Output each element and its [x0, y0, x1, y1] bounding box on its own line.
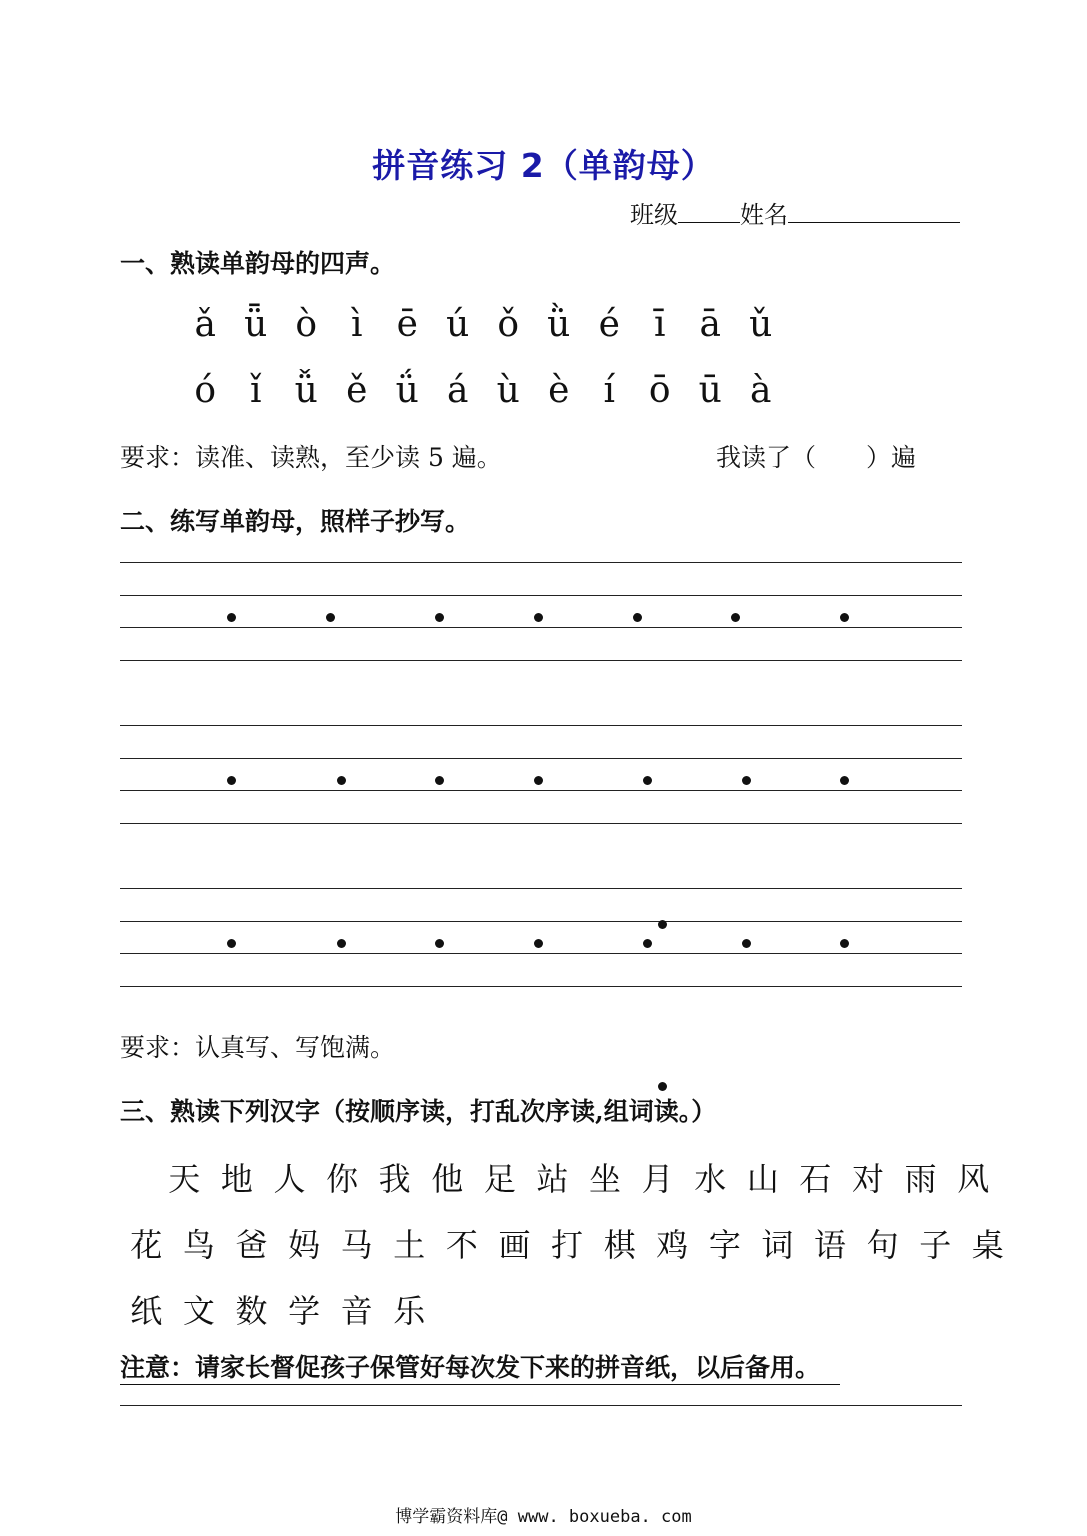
- hanzi-item: 妈: [288, 1226, 321, 1264]
- hanzi-item: 爸: [235, 1226, 268, 1264]
- sample-dot: [840, 613, 849, 622]
- hanzi-item: 地: [220, 1160, 253, 1198]
- sample-dot: [534, 939, 543, 948]
- hanzi-row-3: [120, 1286, 436, 1332]
- hanzi-item: 坐: [589, 1160, 622, 1198]
- sample-dot: [337, 776, 346, 785]
- hanzi-item: 数: [235, 1292, 268, 1330]
- sample-dot: [326, 613, 335, 622]
- footer-watermark: 博学霸资料库@ www. boxueba. com: [395, 1507, 692, 1527]
- pinyin-item: ǎ: [194, 304, 216, 345]
- hanzi-item: 天: [168, 1160, 201, 1198]
- pinyin-item: à: [750, 370, 772, 411]
- writing-line: [120, 725, 962, 726]
- pinyin-item: ǚ: [294, 370, 318, 411]
- hanzi-item: 月: [641, 1160, 674, 1198]
- hanzi-item: 风: [957, 1160, 990, 1198]
- pinyin-item: ǖ: [244, 304, 268, 345]
- sample-dot: [435, 776, 444, 785]
- hanzi-item: 土: [393, 1226, 426, 1264]
- hanzi-row-1: [158, 1154, 1000, 1200]
- writing-line: [120, 562, 962, 563]
- pinyin-item: ì: [350, 304, 363, 345]
- hanzi-item: 雨: [904, 1160, 937, 1198]
- hanzi-item: 棋: [603, 1226, 636, 1264]
- hanzi-row-2: [120, 1220, 1014, 1266]
- hanzi-item: 词: [761, 1226, 794, 1264]
- hanzi-item: 学: [288, 1292, 321, 1330]
- hanzi-item: 纸: [130, 1292, 163, 1330]
- hanzi-item: 乐: [393, 1292, 426, 1330]
- hanzi-item: 我: [378, 1160, 411, 1198]
- writing-line: [120, 758, 962, 759]
- sample-dot: [337, 939, 346, 948]
- pinyin-item: á: [447, 370, 469, 411]
- page-title: 拼音练习 2（单韵母）: [372, 146, 715, 185]
- sample-dot: [435, 939, 444, 948]
- pinyin-item: ě: [346, 370, 368, 411]
- pinyin-item: ē: [396, 304, 418, 345]
- hanzi-item: 鸡: [656, 1226, 689, 1264]
- hanzi-item: 音: [340, 1292, 373, 1330]
- pinyin-item: ǐ: [249, 370, 262, 411]
- class-label: 班级: [630, 201, 678, 229]
- hanzi-item: 对: [852, 1160, 885, 1198]
- sample-dot: [633, 613, 642, 622]
- section1-requirement: 要求：读准、读熟，至少读 5 遍。: [120, 443, 502, 472]
- hanzi-item: 花: [130, 1226, 163, 1264]
- hanzi-item: 足: [483, 1160, 516, 1198]
- pinyin-item: è: [548, 370, 570, 411]
- sample-dot: [534, 776, 543, 785]
- parent-note: 注意：请家长督促孩子保管好每次发下来的拼音纸，以后备用。: [120, 1352, 840, 1385]
- sample-dot: [643, 939, 652, 948]
- pinyin-item: é: [598, 304, 620, 345]
- read-count: 我读了（ ）遍: [716, 443, 917, 472]
- sample-dot: [435, 613, 444, 622]
- hanzi-item: 句: [866, 1226, 899, 1264]
- sample-dot: [742, 939, 751, 948]
- hanzi-item: 石: [799, 1160, 832, 1198]
- writing-line: [120, 823, 962, 824]
- section2-requirement: 要求：认真写、写饱满。: [120, 1033, 396, 1062]
- sample-dot: [731, 613, 740, 622]
- sample-dot: [227, 613, 236, 622]
- hanzi-item: 桌: [971, 1226, 1004, 1264]
- section2-heading: 二、练写单韵母，照样子抄写。: [120, 507, 471, 536]
- pinyin-item: ó: [194, 370, 217, 411]
- hanzi-item: 山: [746, 1160, 779, 1198]
- hanzi-item: 马: [340, 1226, 373, 1264]
- note-divider: [120, 1405, 962, 1406]
- hanzi-item: 字: [708, 1226, 741, 1264]
- hanzi-item: 他: [431, 1160, 464, 1198]
- class-name-fields: [630, 195, 960, 230]
- pinyin-item: ī: [653, 304, 666, 345]
- class-blank[interactable]: [678, 198, 740, 223]
- section3-heading: 三、熟读下列汉字（按顺序读，打乱次序读,组词读。）: [120, 1097, 717, 1126]
- name-blank[interactable]: [788, 198, 960, 223]
- writing-line: [120, 921, 962, 922]
- hanzi-item: 语: [814, 1226, 847, 1264]
- sample-dot: [227, 776, 236, 785]
- writing-line: [120, 627, 962, 628]
- pinyin-row-1: [180, 304, 786, 345]
- sample-dot: [840, 776, 849, 785]
- pinyin-item: ǔ: [749, 304, 773, 345]
- sample-dot: [227, 939, 236, 948]
- writing-line: [120, 953, 962, 954]
- hanzi-item: 鸟: [182, 1226, 215, 1264]
- hanzi-item: 水: [694, 1160, 727, 1198]
- hanzi-item: 文: [182, 1292, 215, 1330]
- hanzi-item: 人: [273, 1160, 306, 1198]
- writing-line: [120, 790, 962, 791]
- pinyin-row-2: [180, 370, 786, 411]
- writing-line: [120, 888, 962, 889]
- stray-dot: [658, 1082, 667, 1091]
- pinyin-item: ā: [699, 304, 721, 345]
- name-label: 姓名: [740, 201, 788, 229]
- sample-dot: [742, 776, 751, 785]
- hanzi-item: 站: [536, 1160, 569, 1198]
- writing-line: [120, 595, 962, 596]
- section1-heading: 一、熟读单韵母的四声。: [120, 249, 396, 278]
- pinyin-item: ǒ: [497, 304, 520, 345]
- pinyin-item: ō: [648, 370, 671, 411]
- pinyin-item: í: [603, 370, 615, 411]
- pinyin-item: ú: [446, 304, 470, 345]
- hanzi-item: 不: [445, 1226, 478, 1264]
- hanzi-item: 你: [326, 1160, 359, 1198]
- pinyin-item: ǜ: [547, 304, 571, 345]
- pinyin-item: ǘ: [395, 370, 419, 411]
- writing-line: [120, 660, 962, 661]
- pinyin-item: ù: [496, 370, 520, 411]
- hanzi-item: 画: [498, 1226, 531, 1264]
- sample-dot: [643, 776, 652, 785]
- writing-line: [120, 986, 962, 987]
- pinyin-item: ò: [295, 304, 318, 345]
- sample-dot: [658, 920, 667, 929]
- pinyin-item: ū: [698, 370, 722, 411]
- hanzi-item: 子: [919, 1226, 952, 1264]
- sample-dot: [840, 939, 849, 948]
- hanzi-item: 打: [551, 1226, 584, 1264]
- sample-dot: [534, 613, 543, 622]
